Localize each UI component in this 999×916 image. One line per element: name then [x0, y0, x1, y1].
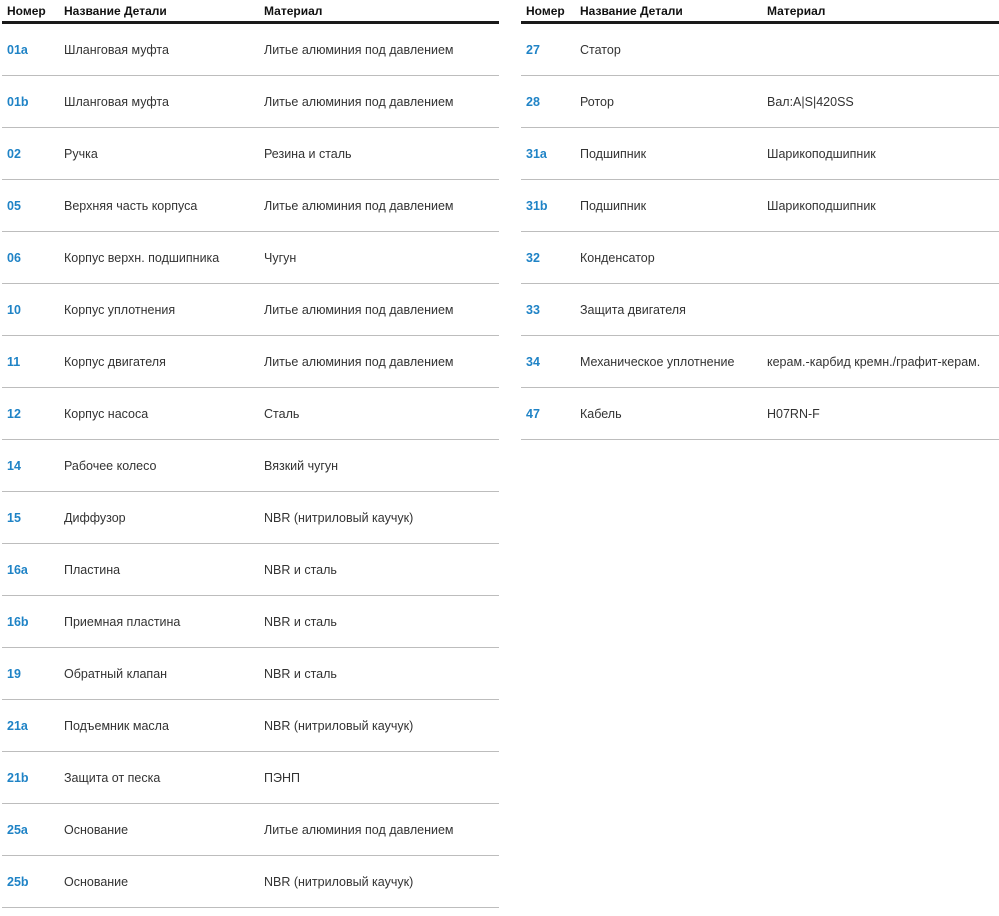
part-name-cell: Механическое уплотнение	[575, 336, 762, 388]
table-row	[521, 232, 999, 284]
table-row	[521, 128, 999, 180]
part-name-cell: Подъемник масла	[59, 700, 259, 752]
part-number-cell: 11	[2, 336, 59, 388]
part-name-cell: Верхняя часть корпуса	[59, 180, 259, 232]
part-number-cell: 10	[2, 284, 59, 336]
part-number-cell: 31a	[521, 128, 575, 180]
part-material-cell: Литье алюминия под давлением	[259, 284, 499, 336]
table-row	[2, 492, 499, 544]
table-row	[2, 76, 499, 128]
part-name-cell: Рабочее колесо	[59, 440, 259, 492]
table-row	[521, 388, 999, 440]
table-row	[2, 544, 499, 596]
table-row	[2, 23, 499, 76]
column-header-material: Материал	[259, 0, 499, 23]
part-number-cell: 15	[2, 492, 59, 544]
part-material-cell: Литье алюминия под давлением	[259, 76, 499, 128]
part-material-cell: Шарикоподшипник	[762, 128, 999, 180]
part-name-cell: Подшипник	[575, 128, 762, 180]
table-row	[2, 128, 499, 180]
part-number-cell: 28	[521, 76, 575, 128]
part-material-cell: Сталь	[259, 388, 499, 440]
part-name-cell: Обратный клапан	[59, 648, 259, 700]
table-row	[2, 700, 499, 752]
part-number-cell: 19	[2, 648, 59, 700]
part-name-cell: Основание	[59, 856, 259, 908]
column-header-material: Материал	[762, 0, 999, 23]
table-row	[2, 856, 499, 908]
part-material-cell	[762, 23, 999, 76]
column-header-name: Название Детали	[575, 0, 762, 23]
part-name-cell: Шланговая муфта	[59, 76, 259, 128]
part-material-cell: Чугун	[259, 232, 499, 284]
part-number-cell: 34	[521, 336, 575, 388]
part-number-cell: 01a	[2, 23, 59, 76]
part-material-cell: Литье алюминия под давлением	[259, 804, 499, 856]
part-number-cell: 02	[2, 128, 59, 180]
part-material-cell	[762, 232, 999, 284]
part-material-cell: NBR (нитриловый каучук)	[259, 856, 499, 908]
part-name-cell: Статор	[575, 23, 762, 76]
part-name-cell: Приемная пластина	[59, 596, 259, 648]
table-row	[2, 180, 499, 232]
table-header-row	[521, 0, 999, 23]
column-header-number: Номер	[521, 0, 575, 23]
part-number-cell: 47	[521, 388, 575, 440]
part-material-cell: NBR и сталь	[259, 596, 499, 648]
part-material-cell: Литье алюминия под давлением	[259, 23, 499, 76]
table-row	[521, 284, 999, 336]
part-name-cell: Корпус верхн. подшипника	[59, 232, 259, 284]
part-material-cell: NBR (нитриловый каучук)	[259, 700, 499, 752]
part-material-cell: ПЭНП	[259, 752, 499, 804]
part-number-cell: 06	[2, 232, 59, 284]
part-name-cell: Защита двигателя	[575, 284, 762, 336]
part-number-cell: 33	[521, 284, 575, 336]
part-number-cell: 14	[2, 440, 59, 492]
part-number-cell: 01b	[2, 76, 59, 128]
part-name-cell: Основание	[59, 804, 259, 856]
table-row	[2, 336, 499, 388]
part-material-cell: NBR и сталь	[259, 544, 499, 596]
part-name-cell: Защита от песка	[59, 752, 259, 804]
table-row	[2, 648, 499, 700]
part-name-cell: Кабель	[575, 388, 762, 440]
table-row	[2, 804, 499, 856]
table-header-row	[2, 0, 499, 23]
part-number-cell: 31b	[521, 180, 575, 232]
part-number-cell: 27	[521, 23, 575, 76]
part-name-cell: Корпус уплотнения	[59, 284, 259, 336]
column-header-number: Номер	[2, 0, 59, 23]
part-material-cell: Шарикоподшипник	[762, 180, 999, 232]
part-material-cell: H07RN-F	[762, 388, 999, 440]
table-row	[2, 440, 499, 492]
part-number-cell: 25a	[2, 804, 59, 856]
part-material-cell	[762, 284, 999, 336]
part-number-cell: 05	[2, 180, 59, 232]
part-number-cell: 12	[2, 388, 59, 440]
part-material-cell: Вязкий чугун	[259, 440, 499, 492]
table-row	[2, 232, 499, 284]
part-material-cell: Вал:A|S|420SS	[762, 76, 999, 128]
part-number-cell: 16a	[2, 544, 59, 596]
part-number-cell: 32	[521, 232, 575, 284]
part-name-cell: Пластина	[59, 544, 259, 596]
part-material-cell: Литье алюминия под давлением	[259, 336, 499, 388]
part-number-cell: 21a	[2, 700, 59, 752]
part-material-cell: Литье алюминия под давлением	[259, 180, 499, 232]
table-row	[521, 336, 999, 388]
table-row	[521, 23, 999, 76]
part-name-cell: Шланговая муфта	[59, 23, 259, 76]
part-name-cell: Ручка	[59, 128, 259, 180]
table-row	[2, 752, 499, 804]
part-name-cell: Корпус насоса	[59, 388, 259, 440]
part-number-cell: 25b	[2, 856, 59, 908]
part-name-cell: Подшипник	[575, 180, 762, 232]
parts-table-right	[521, 0, 999, 440]
parts-table-left	[2, 0, 499, 908]
part-name-cell: Ротор	[575, 76, 762, 128]
table-row	[2, 596, 499, 648]
part-material-cell: NBR (нитриловый каучук)	[259, 492, 499, 544]
part-number-cell: 21b	[2, 752, 59, 804]
part-material-cell: NBR и сталь	[259, 648, 499, 700]
table-row	[2, 388, 499, 440]
part-material-cell: Резина и сталь	[259, 128, 499, 180]
table-row	[521, 180, 999, 232]
part-name-cell: Корпус двигателя	[59, 336, 259, 388]
part-number-cell: 16b	[2, 596, 59, 648]
table-row	[2, 284, 499, 336]
column-header-name: Название Детали	[59, 0, 259, 23]
table-row	[521, 76, 999, 128]
part-name-cell: Конденсатор	[575, 232, 762, 284]
part-material-cell: керам.-карбид кремн./графит-керам.	[762, 336, 999, 388]
part-name-cell: Диффузор	[59, 492, 259, 544]
